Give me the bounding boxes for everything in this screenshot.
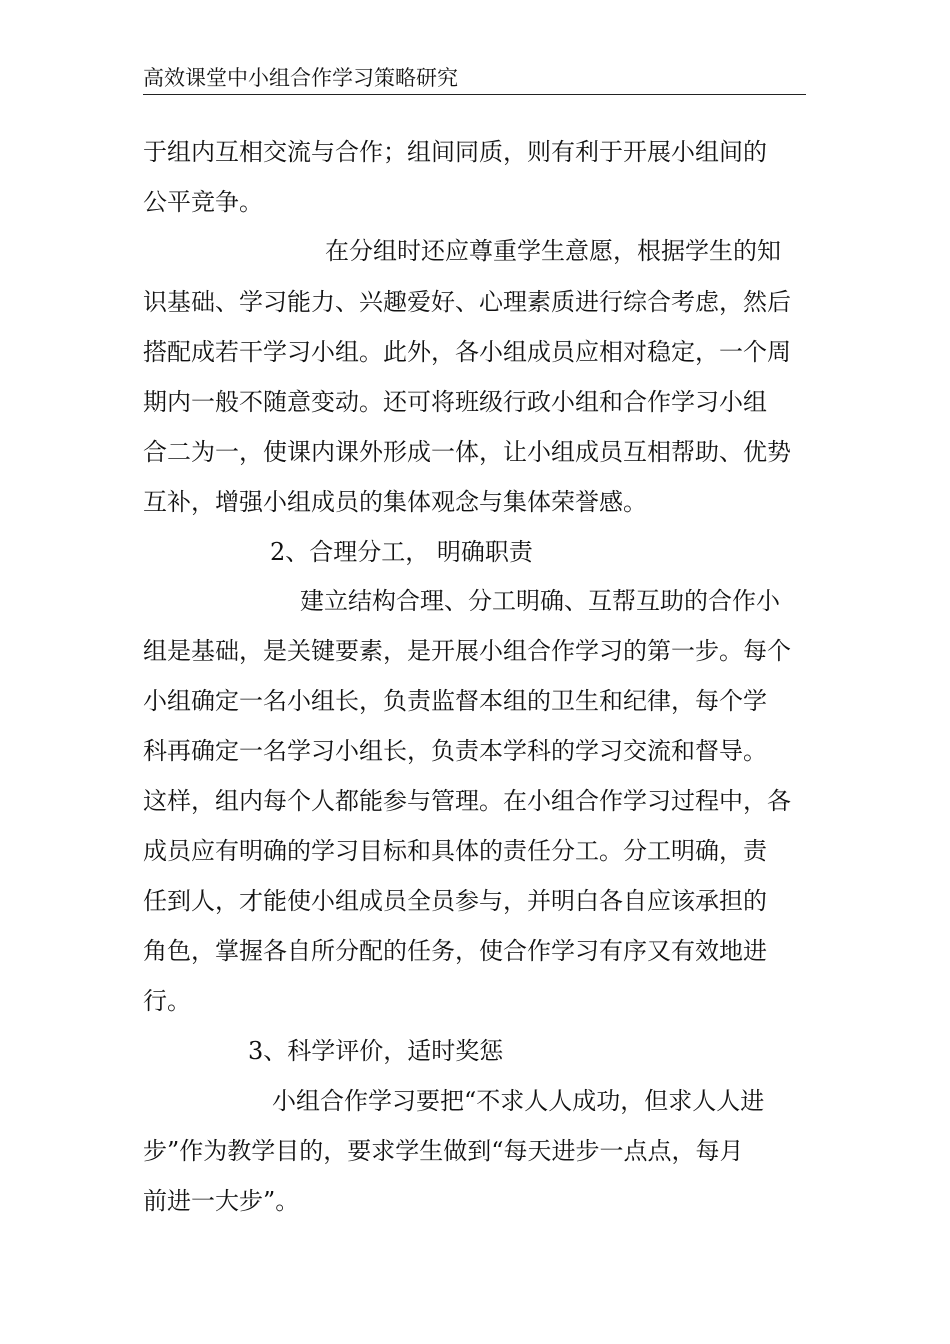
text-line: 在分组时还应尊重学生意愿，根据学生的知 (325, 237, 781, 265)
text-line: 组是基础，是关键要素，是开展小组合作学习的第一步。每个 (143, 637, 791, 665)
page-header (143, 64, 806, 95)
text-line: 小组确定一名小组长，负责监督本组的卫生和纪律，每个学 (143, 687, 767, 715)
text-line: 公平竞争。 (143, 188, 263, 216)
text-line: 这样，组内每个人都能参与管理。在小组合作学习过程中，各 (143, 787, 791, 815)
text-line: 任到人，才能使小组成员全员参与，并明白各自应该承担的 (143, 887, 767, 915)
text-line: 期内一般不随意变动。还可将班级行政小组和合作学习小组 (143, 388, 767, 416)
text-line: 科再确定一名学习小组长，负责本学科的学习交流和督导。 (143, 737, 767, 765)
text-line: 小组合作学习要把“不求人人成功，但求人人进 (272, 1087, 765, 1115)
text-line: 建立结构合理、分工明确、互帮互助的合作小 (300, 587, 780, 615)
text-line: 合二为一，使课内课外形成一体，让小组成员互相帮助、优势 (143, 438, 791, 466)
text-line: 角色，掌握各自所分配的任务，使合作学习有序又有效地进 (143, 937, 767, 965)
text-line: 成员应有明确的学习目标和具体的责任分工。分工明确，责 (143, 837, 767, 865)
text-line: 步”作为教学目的，要求学生做到“每天进步一点点，每月 (143, 1137, 744, 1165)
section-heading: 2、合理分工， 明确职责 (270, 538, 533, 566)
header-title: 高效课堂中小组合作学习策略研究 (143, 66, 458, 90)
text-line: 于组内互相交流与合作；组间同质，则有利于开展小组间的 (143, 138, 767, 166)
section-heading: 3、科学评价，适时奖惩 (248, 1037, 504, 1065)
text-line: 前进一大步”。 (143, 1187, 300, 1215)
text-line: 行。 (143, 987, 191, 1015)
text-line: 识基础、学习能力、兴趣爱好、心理素质进行综合考虑，然后 (143, 288, 791, 316)
text-line: 搭配成若干学习小组。此外，各小组成员应相对稳定，一个周 (143, 338, 791, 366)
text-line: 互补，增强小组成员的集体观念与集体荣誉感。 (143, 488, 647, 516)
